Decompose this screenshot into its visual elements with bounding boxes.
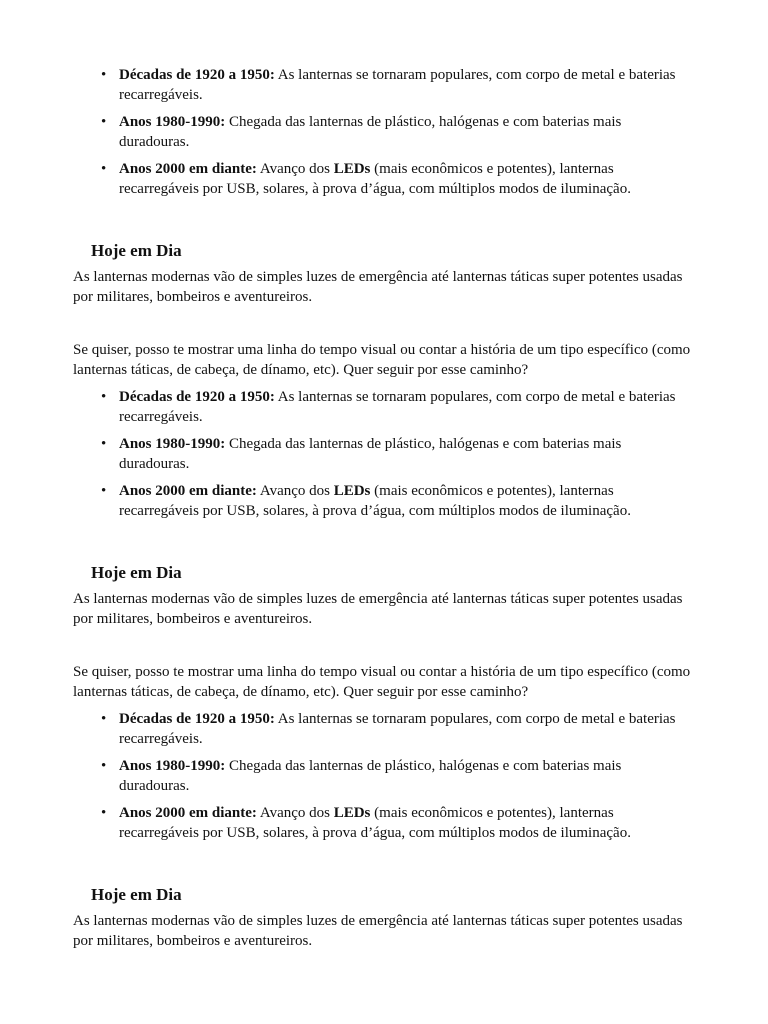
item-label: Anos 2000 em diante:: [119, 483, 257, 499]
item-text: (mais econômicos e potentes), lanternas recarregáveis por USB, solares, à prova d’água, com múltiplos modos de iluminação.: [119, 483, 631, 519]
item-label: Anos 1980-1990:: [119, 436, 226, 452]
list-item: [119, 710, 695, 749]
list-item: [119, 388, 695, 427]
list-item: [119, 160, 695, 199]
item-label: Anos 2000 em diante:: [119, 805, 257, 821]
item-label: Décadas de 1920 a 1950:: [119, 389, 275, 405]
item-text: As lanternas se tornaram populares, com corpo de metal e baterias recarregáveis.: [119, 67, 676, 103]
section-heading: Hoje em Dia: [91, 563, 182, 582]
item-text: (mais econômicos e potentes), lanternas recarregáveis por USB, solares, à prova d’água, com múltiplos modos de iluminação.: [119, 161, 631, 197]
item-emphasis: LEDs: [333, 483, 371, 499]
item-text: Avanço dos: [256, 161, 334, 177]
list-item: [119, 757, 695, 796]
item-label: Anos 2000 em diante:: [119, 161, 257, 177]
item-text: (mais econômicos e potentes), lanternas recarregáveis por USB, solares, à prova d’água, com múltiplos modos de iluminação.: [119, 805, 631, 841]
item-text: Avanço dos: [256, 805, 334, 821]
item-emphasis: LEDs: [333, 805, 371, 821]
history-list: [73, 710, 695, 843]
item-text: Avanço dos: [256, 483, 334, 499]
list-item: [119, 804, 695, 843]
item-label: Anos 1980-1990:: [119, 758, 226, 774]
section-paragraph: As lanternas modernas vão de simples luzes de emergência até lanternas táticas super potentes usadas por militares, bombeiros e aventureiros.: [73, 913, 683, 949]
document-page: [73, 66, 695, 951]
list-item: [119, 435, 695, 474]
offer-paragraph: Se quiser, posso te mostrar uma linha do tempo visual ou contar a história de um tipo específico (como lanternas táticas, de cabeça, de dínamo, etc). Quer seguir por esse caminho?: [73, 664, 691, 700]
item-text: Chegada das lanternas de plástico, halógenas e com baterias mais duradouras.: [119, 758, 622, 794]
item-text: As lanternas se tornaram populares, com corpo de metal e baterias recarregáveis.: [119, 389, 676, 425]
item-text: As lanternas se tornaram populares, com corpo de metal e baterias recarregáveis.: [119, 711, 676, 747]
section-heading: Hoje em Dia: [91, 241, 182, 260]
item-label: Décadas de 1920 a 1950:: [119, 711, 275, 727]
item-label: Anos 1980-1990:: [119, 114, 226, 130]
section-paragraph: As lanternas modernas vão de simples luzes de emergência até lanternas táticas super potentes usadas por militares, bombeiros e aventureiros.: [73, 591, 683, 627]
history-list: [73, 66, 695, 199]
list-item: [119, 482, 695, 521]
item-text: Chegada das lanternas de plástico, halógenas e com baterias mais duradouras.: [119, 436, 622, 472]
offer-paragraph: Se quiser, posso te mostrar uma linha do tempo visual ou contar a história de um tipo específico (como lanternas táticas, de cabeça, de dínamo, etc). Quer seguir por esse caminho?: [73, 342, 691, 378]
list-item: [119, 66, 695, 105]
section-heading: Hoje em Dia: [91, 885, 182, 904]
item-text: Chegada das lanternas de plástico, halógenas e com baterias mais duradouras.: [119, 114, 622, 150]
list-item: [119, 113, 695, 152]
item-emphasis: LEDs: [333, 161, 371, 177]
item-label: Décadas de 1920 a 1950:: [119, 67, 275, 83]
history-list: [73, 388, 695, 521]
section-paragraph: As lanternas modernas vão de simples luzes de emergência até lanternas táticas super potentes usadas por militares, bombeiros e aventureiros.: [73, 269, 683, 305]
